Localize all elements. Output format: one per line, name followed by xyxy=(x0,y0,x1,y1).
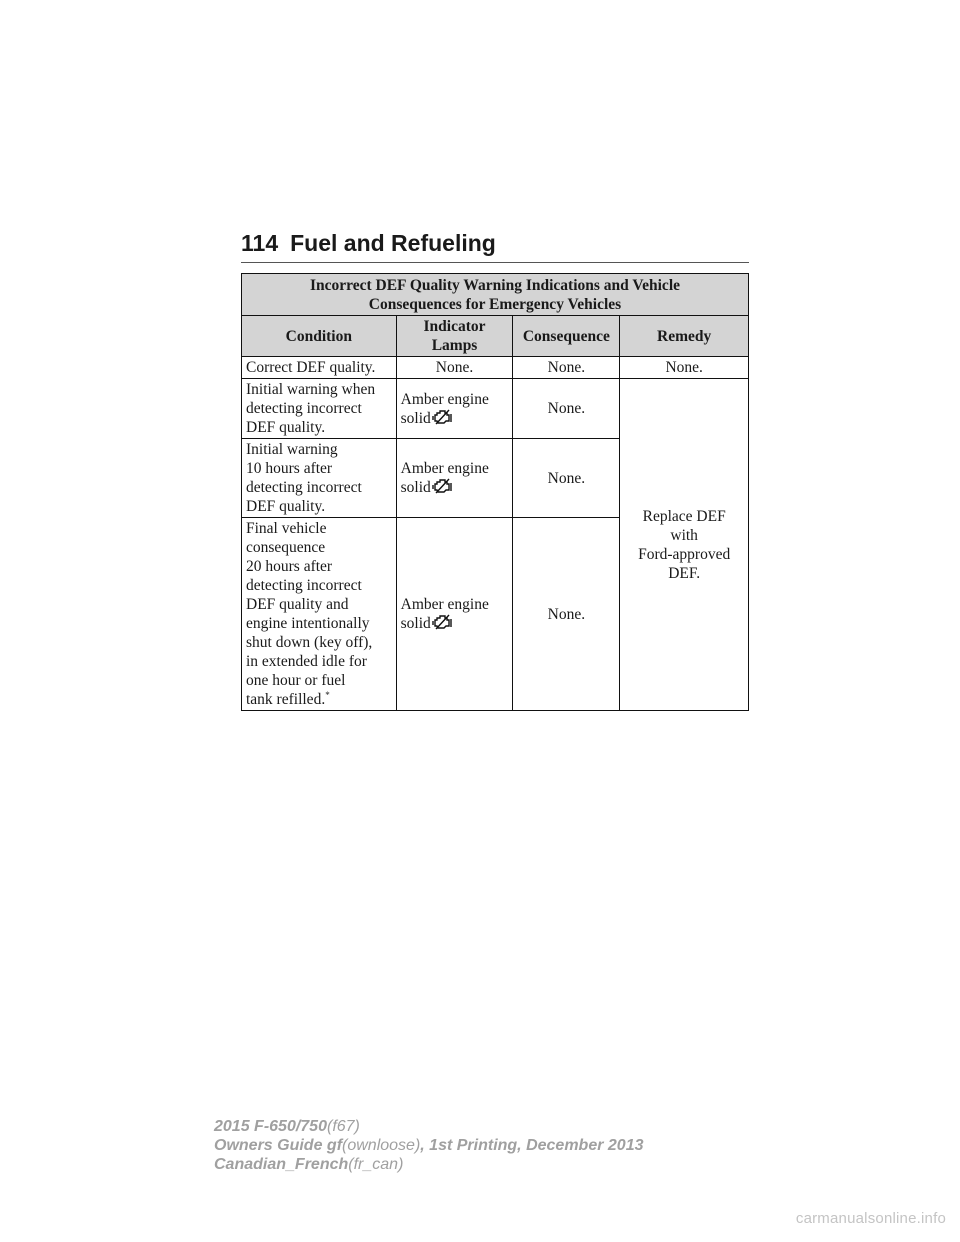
table-row xyxy=(242,357,749,379)
footer-line-language: Canadian_French(fr_can) xyxy=(214,1156,404,1173)
column-header-consequence: Consequence xyxy=(513,316,620,357)
page-header xyxy=(241,228,749,263)
table-title: Incorrect DEF Quality Warning Indications and Vehicle Consequences for Emergency Vehicles xyxy=(242,274,749,316)
table-row xyxy=(242,379,749,439)
engine-warning-icon xyxy=(432,614,452,630)
watermark: carmanualsonline.info xyxy=(795,1210,946,1227)
column-header-indicator: Indicator Lamps xyxy=(396,316,513,357)
page-number: 114 xyxy=(241,230,279,256)
section-title: Fuel and Refueling xyxy=(290,230,496,256)
remedy-cell: Replace DEF with Ford-approved DEF. xyxy=(620,379,749,711)
column-header-condition: Condition xyxy=(242,316,397,357)
consequence-cell: None. xyxy=(513,357,620,379)
print-footer xyxy=(214,1117,643,1174)
indicator-cell: None. xyxy=(396,357,513,379)
remedy-cell: None. xyxy=(620,357,749,379)
table-header-row xyxy=(242,316,749,357)
consequence-cell: None. xyxy=(513,439,620,518)
condition-cell: Initial warning when detecting incorrect DEF quality. xyxy=(242,379,397,439)
condition-cell: Initial warning 10 hours after detecting incorrect DEF quality. xyxy=(242,439,397,518)
engine-warning-icon xyxy=(432,409,452,425)
indicator-cell: Amber engine solid xyxy=(396,379,513,439)
indicator-cell: Amber engine solid xyxy=(396,518,513,711)
def-quality-table xyxy=(241,273,749,711)
footer-line-guide: Owners Guide gf(ownloose), 1st Printing, December 2013 xyxy=(214,1137,644,1154)
indicator-cell: Amber engine solid xyxy=(396,439,513,518)
consequence-cell: None. xyxy=(513,518,620,711)
condition-cell: Correct DEF quality. xyxy=(242,357,397,379)
footer-line-model: 2015 F-650/750(f67) xyxy=(214,1118,360,1135)
engine-warning-icon xyxy=(432,478,452,494)
consequence-cell: None. xyxy=(513,379,620,439)
table-title-row xyxy=(242,274,749,316)
column-header-remedy: Remedy xyxy=(620,316,749,357)
footnote-marker: * xyxy=(325,689,330,700)
condition-cell: Final vehicle consequence 20 hours after detecting incorrect DEF quality and engine intentionally shut down (key off), in extended idle for one hour or fuel tank refilled.* xyxy=(242,518,397,711)
